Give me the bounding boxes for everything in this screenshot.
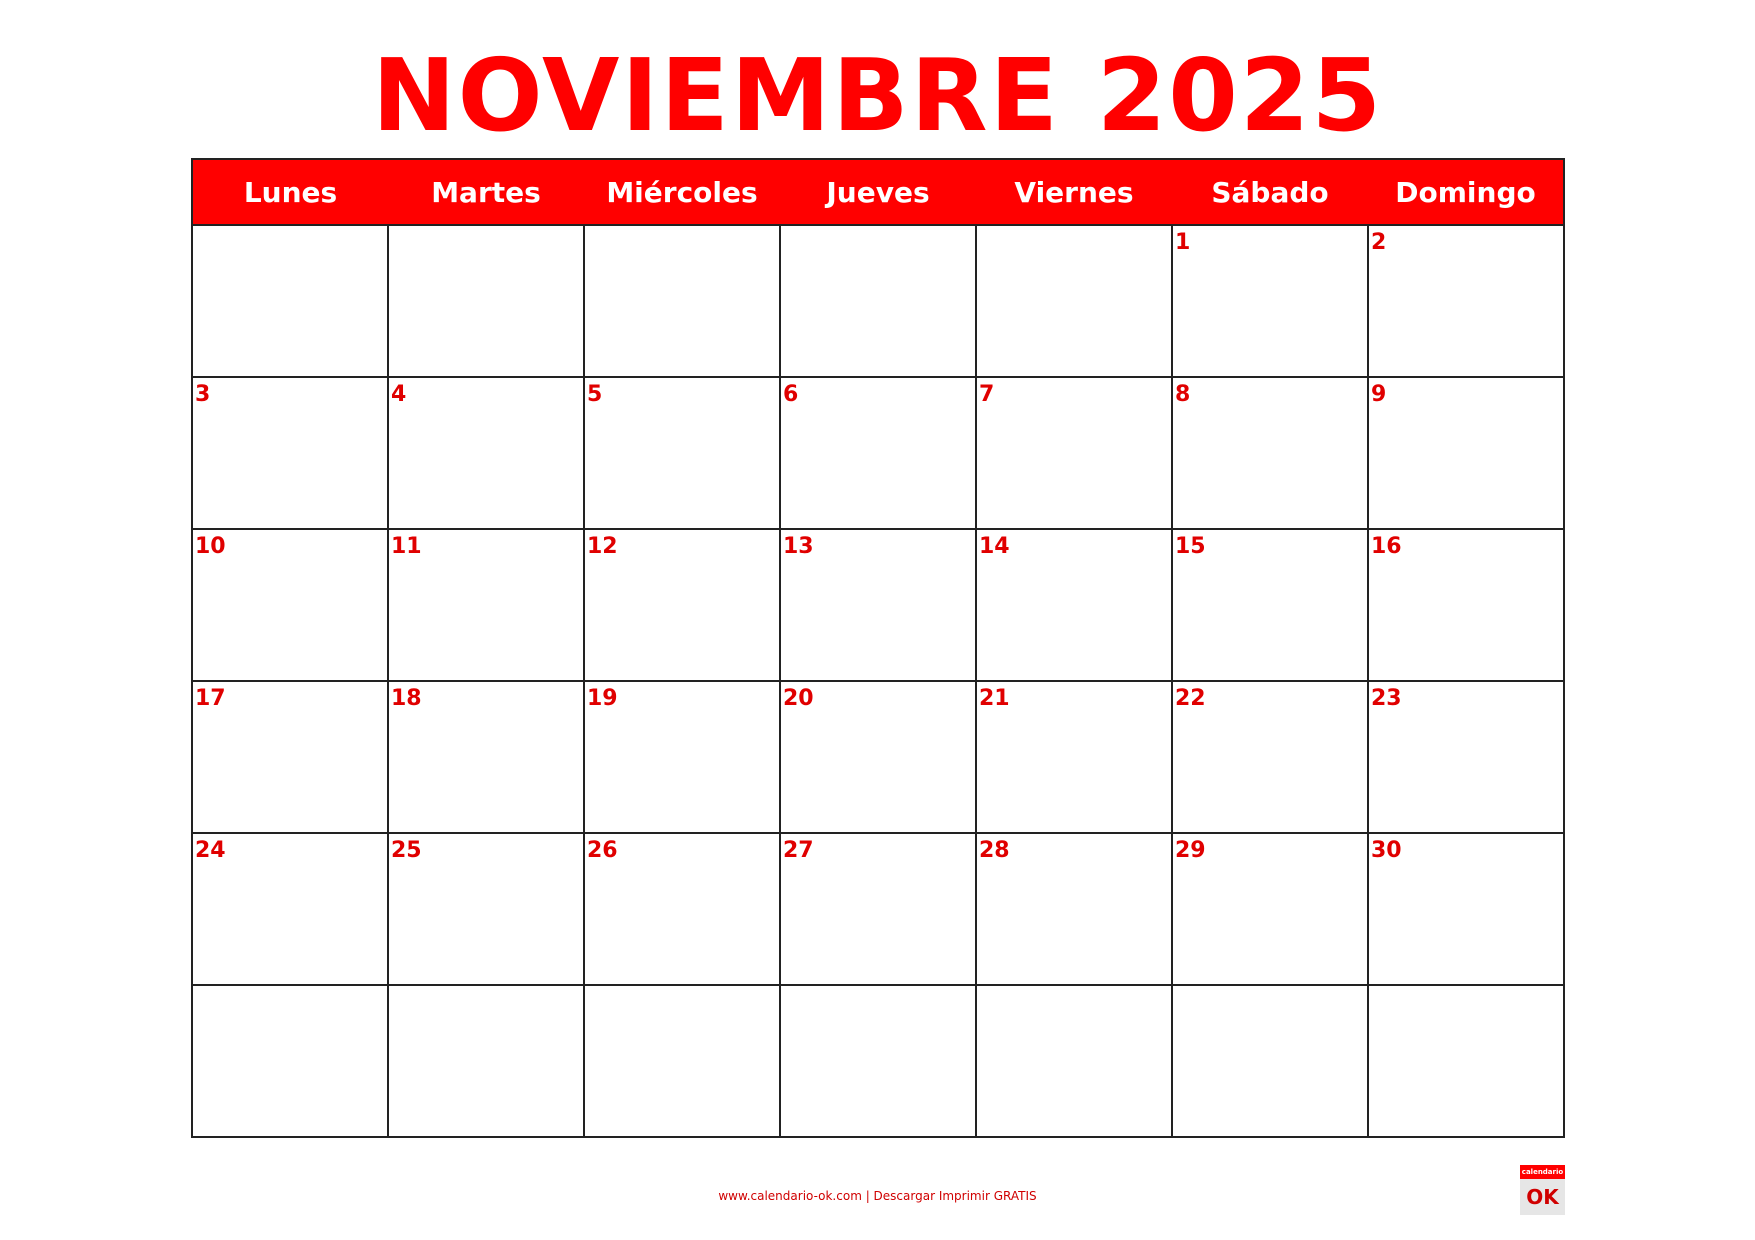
day-cell: [192, 681, 388, 833]
day-cell: [976, 529, 1172, 681]
day-cell: [192, 985, 388, 1137]
day-number: 19: [587, 686, 618, 711]
day-cell: [584, 985, 780, 1137]
day-number: 25: [391, 838, 422, 863]
day-number: 6: [783, 382, 799, 407]
day-cell: [584, 225, 780, 377]
day-number: 12: [587, 534, 618, 559]
weekday-label: Miércoles: [584, 159, 780, 225]
day-cell: [1172, 225, 1368, 377]
day-number: [977, 986, 1171, 990]
day-cell: [1368, 529, 1564, 681]
weekday-label: Jueves: [780, 159, 976, 225]
day-number: 16: [1371, 534, 1402, 559]
day-number: 13: [783, 534, 814, 559]
day-cell: [976, 833, 1172, 985]
day-cell: [976, 681, 1172, 833]
day-number: 11: [391, 534, 422, 559]
day-cell: [584, 833, 780, 985]
day-number: 3: [195, 382, 211, 407]
day-number: 2: [1371, 230, 1387, 255]
day-cell: [1172, 833, 1368, 985]
day-cell: [192, 225, 388, 377]
day-cell: [976, 377, 1172, 529]
day-number: 28: [979, 838, 1010, 863]
day-number: [585, 226, 779, 230]
weekday-label: Martes: [388, 159, 584, 225]
day-number: [977, 226, 1171, 230]
day-cell: [1368, 225, 1564, 377]
day-number: 14: [979, 534, 1010, 559]
day-number: 29: [1175, 838, 1206, 863]
day-number: [781, 226, 975, 230]
day-number: [193, 986, 387, 990]
day-cell: [780, 225, 976, 377]
day-cell: [192, 529, 388, 681]
week-row: [192, 833, 1564, 985]
day-cell: [1368, 681, 1564, 833]
day-number: 10: [195, 534, 226, 559]
weekday-label: Sábado: [1172, 159, 1368, 225]
week-row: [192, 529, 1564, 681]
calendar-body: [192, 225, 1564, 1137]
week-row: [192, 985, 1564, 1137]
day-cell: [1172, 529, 1368, 681]
week-row: [192, 225, 1564, 377]
day-number: 17: [195, 686, 226, 711]
day-cell: [388, 985, 584, 1137]
day-number: 23: [1371, 686, 1402, 711]
day-cell: [780, 377, 976, 529]
logo-top-label: calendario: [1520, 1165, 1565, 1179]
day-cell: [388, 529, 584, 681]
day-number: 15: [1175, 534, 1206, 559]
day-cell: [780, 833, 976, 985]
week-row: [192, 681, 1564, 833]
weekday-header-row: [192, 159, 1564, 225]
day-number: 18: [391, 686, 422, 711]
day-number: 7: [979, 382, 995, 407]
day-cell: [192, 833, 388, 985]
day-cell: [780, 681, 976, 833]
day-number: 5: [587, 382, 603, 407]
day-cell: [388, 681, 584, 833]
day-cell: [976, 225, 1172, 377]
footer-text: www.calendario-ok.com | Descargar Imprimir GRATIS: [718, 1189, 1037, 1203]
day-cell: [1368, 833, 1564, 985]
day-cell: [584, 377, 780, 529]
weekday-label: Viernes: [976, 159, 1172, 225]
day-number: [1173, 986, 1367, 990]
day-number: 9: [1371, 382, 1387, 407]
weekday-label: Domingo: [1368, 159, 1564, 225]
day-number: 1: [1175, 230, 1191, 255]
day-cell: [780, 529, 976, 681]
weekday-header: [192, 159, 1564, 225]
day-cell: [584, 529, 780, 681]
day-number: 22: [1175, 686, 1206, 711]
day-number: 21: [979, 686, 1010, 711]
day-number: [389, 986, 583, 990]
day-cell: [388, 225, 584, 377]
day-number: [1369, 986, 1563, 990]
day-cell: [1172, 985, 1368, 1137]
day-cell: [780, 985, 976, 1137]
weekday-label: Lunes: [192, 159, 388, 225]
day-cell: [1172, 377, 1368, 529]
day-number: 4: [391, 382, 407, 407]
day-cell: [584, 681, 780, 833]
day-cell: [1368, 377, 1564, 529]
day-number: 26: [587, 838, 618, 863]
day-number: 27: [783, 838, 814, 863]
day-number: [389, 226, 583, 230]
day-cell: [1172, 681, 1368, 833]
day-number: [781, 986, 975, 990]
calendario-ok-logo: [1520, 1165, 1565, 1215]
week-row: [192, 377, 1564, 529]
day-number: 24: [195, 838, 226, 863]
day-number: [585, 986, 779, 990]
day-number: 30: [1371, 838, 1402, 863]
day-cell: [388, 377, 584, 529]
day-number: [193, 226, 387, 230]
calendar-title: NOVIEMBRE 2025: [371, 37, 1384, 154]
day-cell: [192, 377, 388, 529]
day-number: 8: [1175, 382, 1191, 407]
day-cell: [976, 985, 1172, 1137]
day-cell: [388, 833, 584, 985]
day-number: 20: [783, 686, 814, 711]
calendar-grid: [191, 158, 1565, 1138]
logo-bottom-label: OK: [1526, 1185, 1559, 1209]
day-cell: [1368, 985, 1564, 1137]
